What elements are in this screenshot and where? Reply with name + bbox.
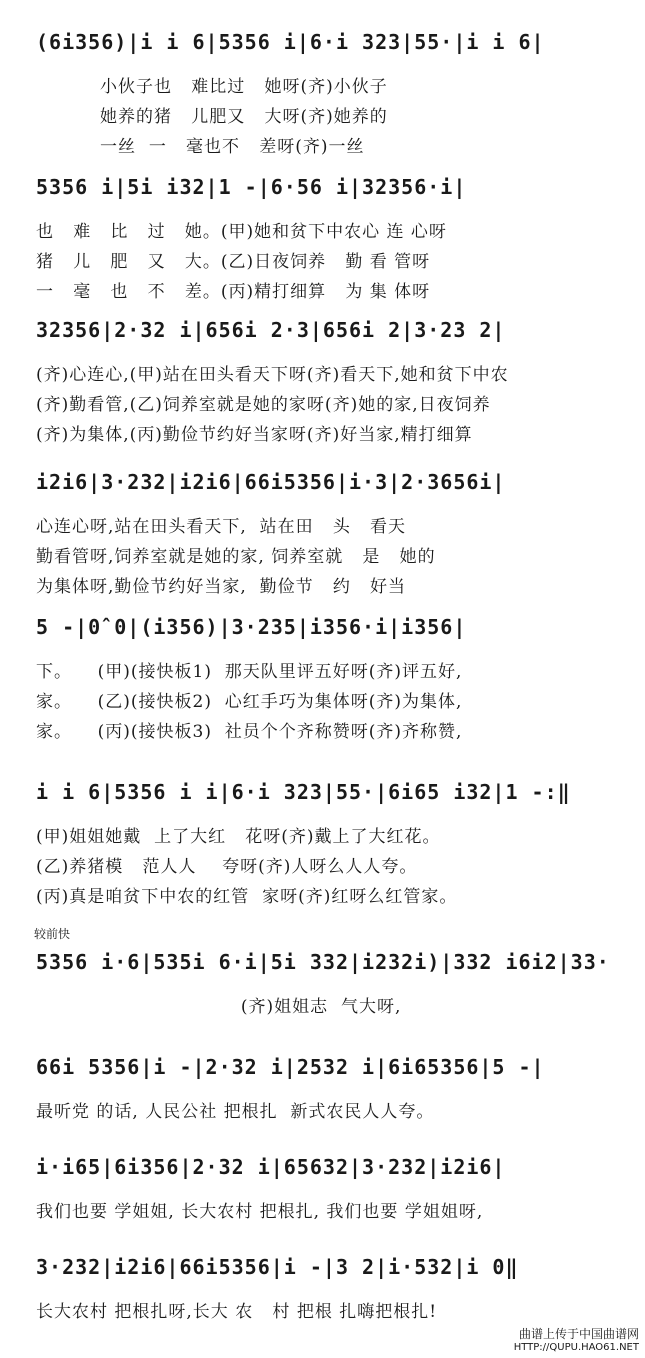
numbered-notation-line: 5 -|0̂ 0|(i356)|3·235|i356·i|i356|: [36, 615, 467, 639]
site-watermark: [514, 1328, 639, 1354]
lyric-line: 为集体呀,勤俭节约好当家, 勤俭节 约 好当: [36, 577, 407, 597]
numbered-notation-line: 32356|2·32 i|656i 2·3|656i 2|3·23 2|: [36, 318, 506, 342]
lyric-line: (甲)姐姐她戴 上了大红 花呀(齐)戴上了大红花。: [36, 827, 441, 847]
lyric-line: 我们也要 学姐姐, 长大农村 把根扎, 我们也要 学姐姐呀,: [36, 1202, 484, 1222]
lyric-line: (齐)心连心,(甲)站在田头看天下呀(齐)看天下,她和贫下中农: [36, 365, 509, 385]
numbered-notation-line: (6i356)|i i 6|5356 i|6·i 323|55·|i i 6|: [36, 30, 545, 54]
lyric-line: 家。 (丙)(接快板3) 社员个个齐称赞呀(齐)齐称赞,: [36, 722, 463, 742]
numbered-notation-line: i·i65|6i356|2·32 i|65632|3·232|i2i6|: [36, 1155, 506, 1179]
lyric-line: 一 毫 也 不 差。(丙)精打细算 为 集 体呀: [36, 282, 431, 302]
lyric-line: 家。 (乙)(接快板2) 心红手巧为集体呀(齐)为集体,: [36, 692, 463, 712]
numbered-notation-line: i2i6|3·232|i2i6|66i5356|i·3|2·3656i|: [36, 470, 506, 494]
lyric-line: (乙)养猪模 范人人 夸呀(齐)人呀么人人夸。: [36, 857, 418, 877]
numbered-notation-line: 3·232|i2i6|66i5356|i -|3 2|i·532|i 0‖: [36, 1255, 519, 1279]
lyric-line: (齐)勤看管,(乙)饲养室就是她的家呀(齐)她的家,日夜饲养: [36, 395, 491, 415]
lyric-line: 心连心呀,站在田头看天下, 站在田 头 看天: [36, 517, 407, 537]
numbered-notation-line: i i 6|5356 i i|6·i 323|55·|6i65 i32|1 -:‖: [36, 780, 571, 804]
lyric-line: 她养的猪 儿肥又 大呀(齐)她养的: [36, 107, 388, 127]
lyric-line: 也 难 比 过 她。(甲)她和贫下中农心 连 心呀: [36, 222, 447, 242]
lyric-line: 下。 (甲)(接快板1) 那天队里评五好呀(齐)评五好,: [36, 662, 463, 682]
tempo-marking: 较前快: [34, 927, 71, 941]
numbered-notation-line: 5356 i·6|535i 6·i|5i 332|i232i)|332 i6i2|33·: [36, 950, 610, 974]
lyric-line: (齐)姐姐志 气大呀,: [36, 997, 402, 1017]
numbered-notation-line: 66i 5356|i -|2·32 i|2532 i|6i65356|5 -|: [36, 1055, 545, 1079]
lyric-line: (丙)真是咱贫下中农的红管 家呀(齐)红呀么红管家。: [36, 887, 458, 907]
lyric-line: 小伙子也 难比过 她呀(齐)小伙子: [36, 77, 388, 97]
numbered-notation-line: 5356 i|5i i32|1 -|6·56 i|32356·i|: [36, 175, 467, 199]
lyric-line: 猪 儿 肥 又 大。(乙)日夜饲养 勤 看 管呀: [36, 252, 431, 272]
lyric-line: 一丝 一 毫也不 差呀(齐)一丝: [36, 137, 365, 157]
lyric-line: 长大农村 把根扎呀,长大 农 村 把根 扎嗨把根扎!: [36, 1302, 438, 1322]
lyric-line: 勤看管呀,饲养室就是她的家, 饲养室就 是 她的: [36, 547, 436, 567]
watermark-url: HTTP://QUPU.HAO61.NET: [513, 1342, 639, 1353]
watermark-title: 曲谱上传于中国曲谱网: [518, 1327, 639, 1341]
lyric-line: 最听党 的话, 人民公社 把根扎 新式农民人人夸。: [36, 1102, 435, 1122]
lyric-line: (齐)为集体,(丙)勤俭节约好当家呀(齐)好当家,精打细算: [36, 425, 473, 445]
